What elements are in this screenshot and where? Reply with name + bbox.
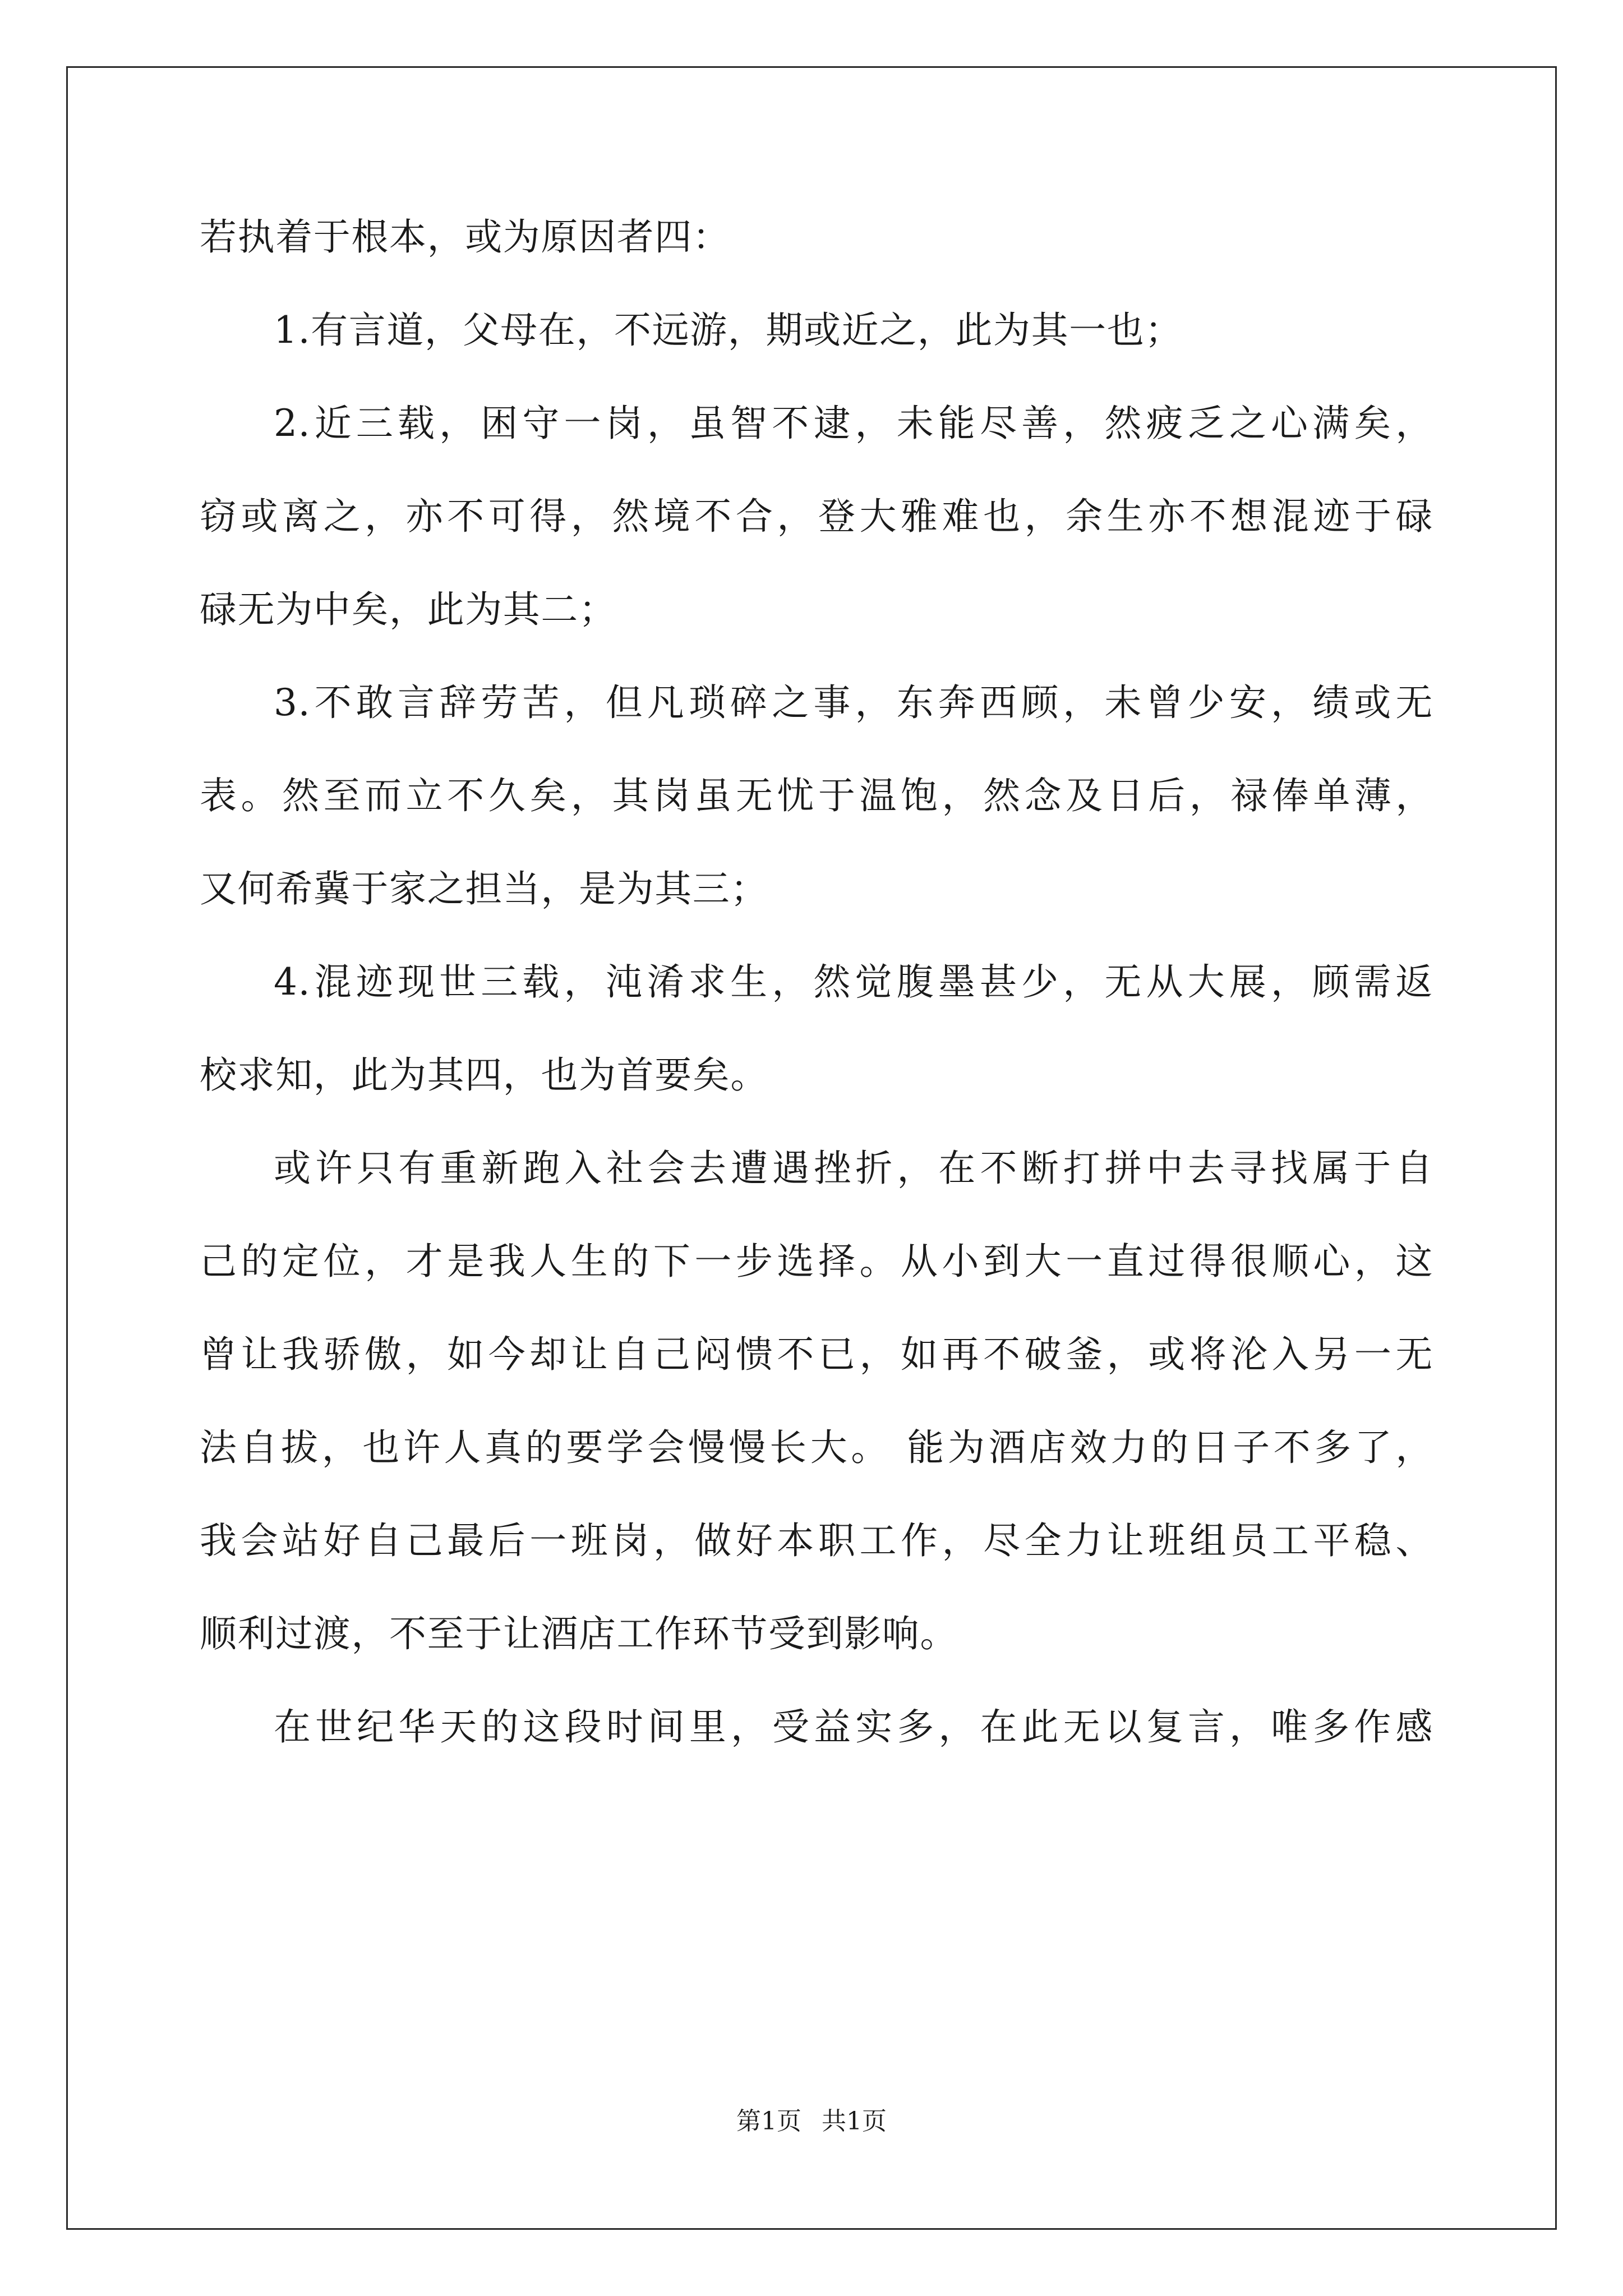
text-line: 2.近三载，困守一岗，虽智不逮，未能尽善，然疲乏之心满矣， <box>274 402 1433 445</box>
text-line: 己的定位，才是我人生的下一步选择。从小到大一直过得很顺心，这 <box>200 1240 1433 1283</box>
text-line: 又何希冀于家之担当，是为其三； <box>200 867 768 910</box>
text-line: 3.不敢言辞劳苦，但凡琐碎之事，东奔西顾，未曾少安，绩或无 <box>274 681 1433 724</box>
text-line: 或许只有重新跑入社会去遭遇挫折，在不断打拼中去寻找属于自 <box>274 1147 1433 1190</box>
page-total: 共1页 <box>822 2107 887 2136</box>
text-line: 我会站好自己最后一班岗，做好本职工作，尽全力让班组员工平稳、 <box>200 1519 1433 1562</box>
text-line: 表。然至而立不久矣，其岗虽无忧于温饱，然念及日后，禄俸单薄， <box>200 774 1433 817</box>
text-line: 在世纪华天的这段时间里，受益实多，在此无以复言，唯多作感 <box>274 1705 1433 1749</box>
text-line: 顺利过渡，不至于让酒店工作环节受到影响。 <box>200 1612 958 1655</box>
page-number: 第1页 <box>736 2107 801 2136</box>
text-line: 若执着于根本，或为原因者四： <box>200 215 731 259</box>
text-line: 校求知，此为其四，也为首要矣。 <box>200 1053 768 1097</box>
text-line: 法自拔，也许人真的要学会慢慢长大。 能为酒店效力的日子不多了， <box>200 1426 1433 1469</box>
text-line: 碌无为中矣，此为其二； <box>200 588 617 631</box>
page-footer <box>0 2109 1623 2134</box>
text-line: 1.有言道，父母在，不远游，期或近之，此为其一也； <box>274 309 1183 352</box>
text-line: 窃或离之，亦不可得，然境不合，登大雅难也，余生亦不想混迹于碌 <box>200 495 1433 538</box>
document-body <box>200 215 1433 1802</box>
text-line: 4.混迹现世三载，沌淆求生，然觉腹墨甚少，无从大展，顾需返 <box>274 960 1433 1004</box>
text-line: 曾让我骄傲，如今却让自己闷愦不已，如再不破釜，或将沦入另一无 <box>200 1333 1433 1376</box>
